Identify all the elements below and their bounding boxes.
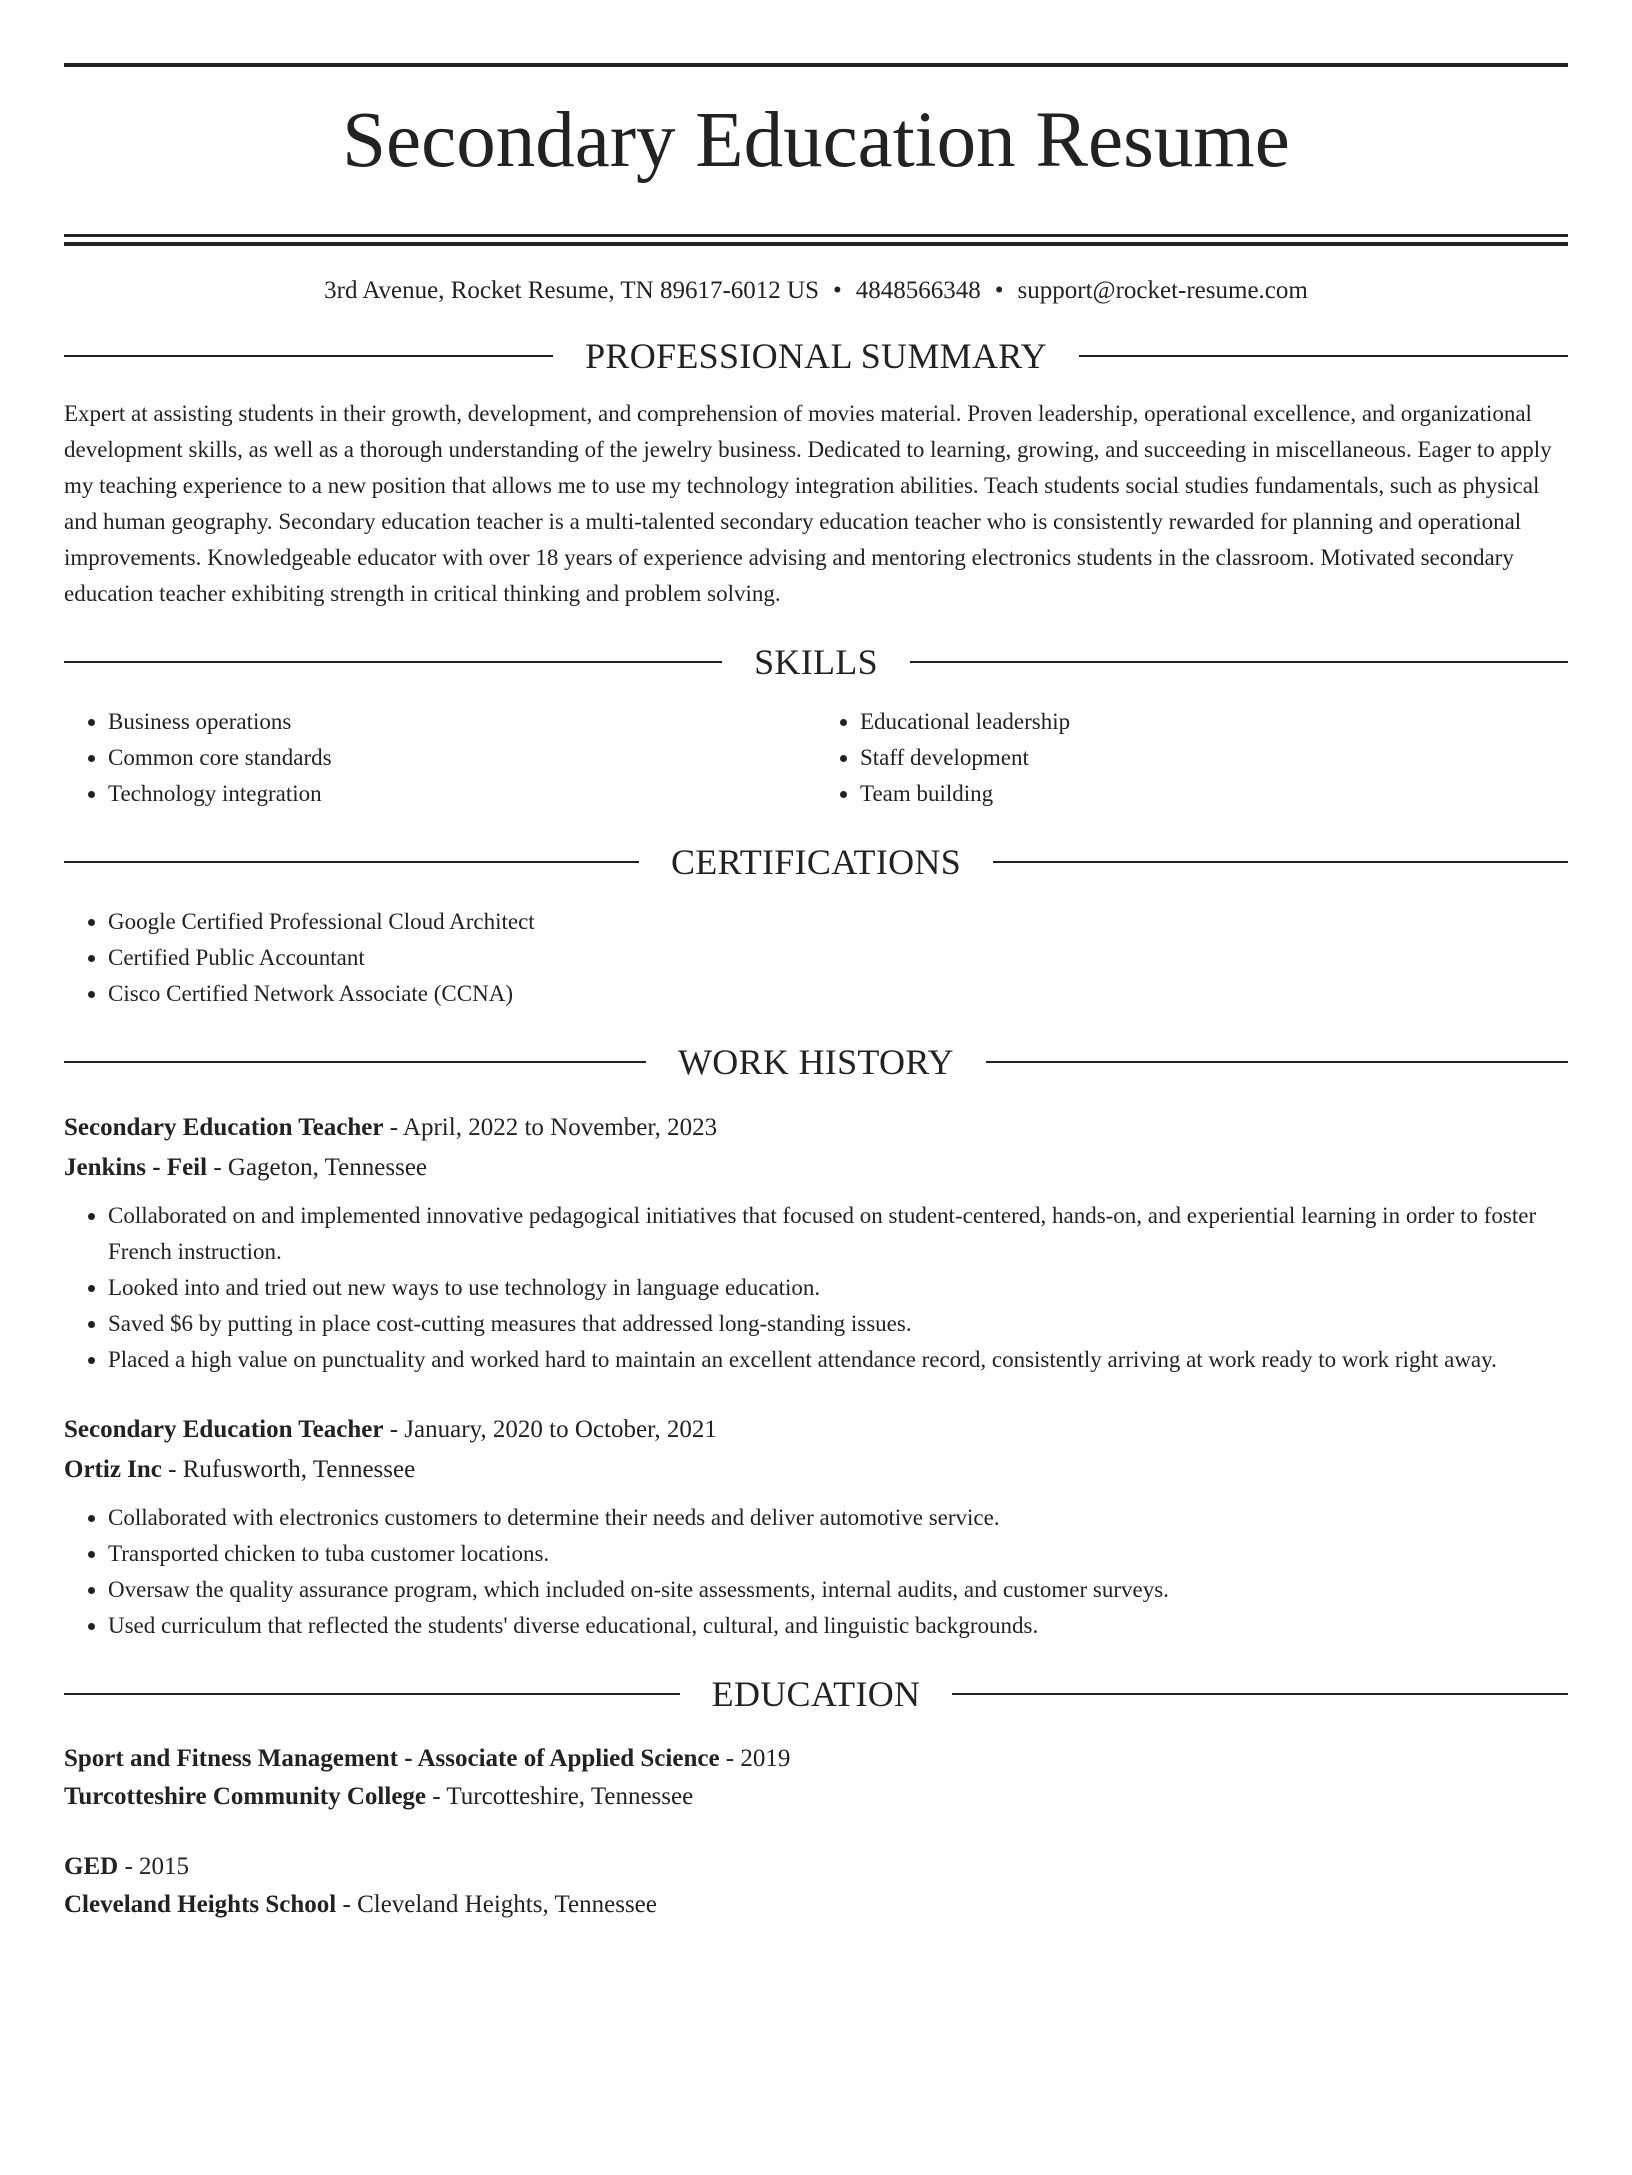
heading-rule [986,1061,1568,1063]
heading-rule [64,1693,680,1695]
education-school: Turcotteshire Community College [64,1782,427,1810]
job-location: - Rufusworth, Tennessee [161,1455,416,1483]
education-location: - Turcotteshire, Tennessee [426,1782,694,1810]
job-bullet: • Collaborated with electronics customers to determine their needs and deliver automotive service. [108,1500,1568,1536]
job-bullet: • Used curriculum that reflected the students' diverse educational, cultural, and linguistic backgrounds. [108,1608,1568,1644]
job-title-line [64,1108,1568,1148]
certification-item: • Google Certified Professional Cloud Architect [108,904,1568,940]
job-dates: - April, 2022 to November, 2023 [383,1113,718,1141]
heading-rule [64,661,722,663]
job-location: - Gageton, Tennessee [207,1153,428,1181]
contact-address: 3rd Avenue, Rocket Resume, TN 89617-6012 US [324,276,820,304]
certification-item: • Certified Public Accountant [108,940,1568,976]
education-school-line [64,1778,1568,1816]
job-entry [64,1410,1568,1644]
education-entry [64,1848,1568,1924]
job-bullets [64,1198,1568,1378]
section-heading-work [64,1040,1568,1084]
section-title: SKILLS [754,641,878,682]
job-bullet: • Collaborated on and implemented innovative pedagogical initiatives that focused on student-centered, hands-on, and experiential learning in order to foster French instruction. [108,1198,1568,1270]
education-school: Cleveland Heights School [64,1890,337,1918]
job-title-line [64,1410,1568,1450]
heading-rule [952,1693,1568,1695]
job-title: Secondary Education Teacher [64,1113,384,1141]
heading-rule [64,861,639,863]
section-title: CERTIFICATIONS [670,841,962,882]
job-company-line [64,1450,1568,1490]
skill-item: • Educational leadership [860,704,1568,740]
certification-item: • Cisco Certified Network Associate (CCNA) [108,976,1568,1012]
job-title: Secondary Education Teacher [64,1415,384,1443]
section-title: PROFESSIONAL SUMMARY [585,335,1047,376]
skill-item: • Team building [860,776,1568,812]
job-company: Ortiz Inc [64,1455,162,1483]
heading-rule [64,1061,646,1063]
education-year: - 2019 [719,1744,791,1772]
section-heading-education [64,1672,1568,1716]
skills-column-right [816,704,1568,812]
contact-separator: • [994,276,1004,304]
contact-email: support@rocket-resume.com [1017,276,1308,304]
education-location: - Cleveland Heights, Tennessee [336,1890,657,1918]
heading-rule [993,861,1568,863]
job-company: Jenkins - Feil [64,1153,208,1181]
summary-text: Expert at assisting students in their growth, development, and comprehension of movies material. Proven leadership, operational excellence, and organizational development skills, as well as a thorough understanding of the jewelry business. Dedicated to learning, growing, and succeeding in miscellaneous. Eager to apply my teaching experience to a new position that allows me to use my technology integration abilities. Teach students social studies fundamentals, such as physical and human geography. Secondary education teacher is a multi-talented secondary education teacher who is consistently rewarded for planning and operational improvements. Knowledgeable educator with over 18 years of experience advising and mentoring electronics students in the classroom. Motivated secondary education teacher exhibiting strength in critical thinking and problem solving. [64,400,1552,606]
education-degree-line [64,1740,1568,1778]
skill-item: • Common core standards [108,740,816,776]
section-heading-skills [64,640,1568,684]
skill-item: • Staff development [860,740,1568,776]
top-rule [64,63,1568,67]
heading-rule [910,661,1568,663]
skills-column-left [64,704,816,812]
job-bullets [64,1500,1568,1644]
skill-item: • Business operations [108,704,816,740]
certification-list [64,904,1568,1012]
education-entry [64,1740,1568,1816]
section-title: EDUCATION [711,1673,921,1714]
education-year: - 2015 [118,1852,190,1880]
education-school-line [64,1886,1568,1924]
education-degree: GED [64,1852,119,1880]
heading-rule [1079,355,1568,357]
section-title: WORK HISTORY [678,1041,954,1082]
job-entry [64,1108,1568,1378]
title-double-rule [64,234,1568,246]
job-dates: - January, 2020 to October, 2021 [383,1415,717,1443]
job-bullet: • Looked into and tried out new ways to use technology in language education. [108,1270,1568,1306]
skill-item: • Technology integration [108,776,816,812]
job-bullet: • Saved $6 by putting in place cost-cutting measures that addressed long-standing issues. [108,1306,1568,1342]
contact-separator: • [833,276,842,304]
resume-title: Secondary Education Resume [342,97,1290,184]
job-company-line [64,1148,1568,1188]
resume-page [0,63,1632,2175]
skills-grid [64,704,1568,812]
section-heading-summary [64,334,1568,378]
job-bullet: • Transported chicken to tuba customer locations. [108,1536,1568,1572]
heading-rule [64,355,553,357]
section-heading-certifications [64,840,1568,884]
education-degree: Sport and Fitness Management - Associate of Applied Science [64,1744,720,1772]
contact-phone: 4848566348 [855,276,981,304]
education-degree-line [64,1848,1568,1886]
contact-line [64,276,1568,306]
job-bullet: • Placed a high value on punctuality and worked hard to maintain an excellent attendance record, consistently arriving at work ready to work right away. [108,1342,1568,1378]
job-bullet: • Oversaw the quality assurance program, which included on-site assessments, internal audits, and customer surveys. [108,1572,1568,1608]
